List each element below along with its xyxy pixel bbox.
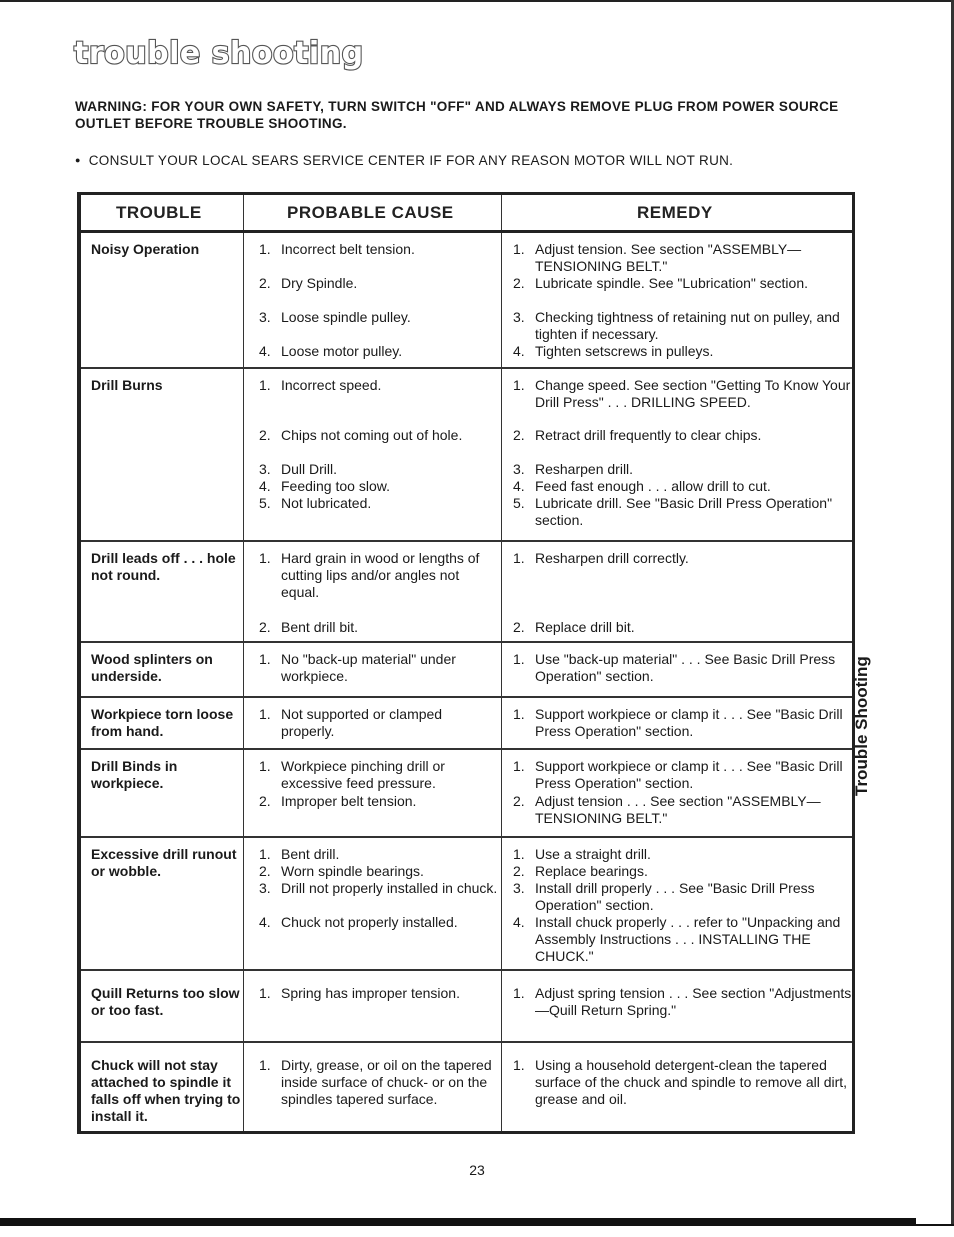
cause-item	[259, 495, 499, 512]
remedy-item	[513, 651, 853, 685]
remedy-item	[513, 550, 853, 567]
cause-item	[259, 478, 499, 495]
item-number: 2.	[513, 793, 525, 809]
item-number: 2.	[259, 793, 271, 809]
consult-text: CONSULT YOUR LOCAL SEARS SERVICE CENTER IF FOR ANY REASON MOTOR WILL NOT RUN.	[88, 153, 734, 168]
item-number: 4.	[259, 343, 271, 359]
cause-item	[259, 309, 499, 326]
item-text: Dull Drill.	[281, 461, 337, 477]
item-text: Hard grain in wood or lengths of cutting lips and/or angles not equal.	[281, 550, 480, 600]
item-text: Checking tightness of retaining nut on pulley, and tighten if necessary.	[535, 309, 840, 342]
item-number: 1.	[259, 241, 271, 257]
item-number: 4.	[259, 478, 271, 494]
item-text: Adjust spring tension . . . See section "Adjustments—Quill Return Spring."	[535, 985, 852, 1018]
bullet-icon: ●	[75, 155, 81, 165]
item-number: 3.	[259, 880, 271, 896]
item-number: 2.	[513, 863, 525, 879]
item-text: Incorrect belt tension.	[281, 241, 415, 257]
item-text: Install chuck properly . . . refer to "Unpacking and Assembly Instructions . . . INSTALLING THE CHUCK."	[535, 914, 841, 964]
item-text: Dirty, grease, or oil on the tapered inside surface of chuck- or on the spindles tapered surface.	[281, 1057, 492, 1107]
item-text: Incorrect speed.	[281, 377, 382, 393]
trouble-cell: Wood splinters on underside.	[91, 651, 213, 684]
item-number: 3.	[513, 880, 525, 896]
cause-item	[259, 275, 499, 292]
item-text: Chips not coming out of hole.	[281, 427, 463, 443]
remedy-item	[513, 427, 853, 444]
remedy-item	[513, 619, 853, 636]
trouble-cell: Drill Binds in workpiece.	[91, 758, 178, 791]
item-text: Worn spindle bearings.	[281, 863, 424, 879]
item-number: 1.	[259, 985, 271, 1001]
item-text: Use a straight drill.	[535, 846, 651, 862]
remedy-item	[513, 758, 853, 792]
item-text: Drill not properly installed in chuck.	[281, 880, 498, 896]
item-text: Chuck not properly installed.	[281, 914, 458, 930]
consult-note	[75, 153, 855, 168]
remedy-item	[513, 343, 853, 360]
trouble-cell: Noisy Operation	[91, 241, 200, 257]
cause-item	[259, 914, 499, 931]
trouble-cell: Quill Returns too slow or too fast.	[91, 985, 240, 1018]
remedy-item	[513, 706, 853, 740]
cause-item	[259, 706, 499, 740]
remedy-item	[513, 985, 853, 1019]
remedy-item	[513, 495, 853, 529]
item-number: 5.	[513, 495, 525, 511]
cause-item	[259, 1057, 499, 1108]
item-text: Feeding too slow.	[281, 478, 390, 494]
item-text: Adjust tension . . . See section "ASSEMBLY—TENSIONING BELT."	[535, 793, 821, 826]
page-border-bottom-edge	[916, 1224, 954, 1226]
item-number: 4.	[513, 478, 525, 494]
item-text: Adjust tension. See section "ASSEMBLY—TENSIONING BELT."	[535, 241, 802, 274]
item-number: 1.	[513, 758, 525, 774]
item-number: 4.	[513, 343, 525, 359]
table-header-row	[81, 195, 852, 233]
item-text: Dry Spindle.	[281, 275, 358, 291]
item-number: 2.	[513, 427, 525, 443]
item-number: 1.	[259, 1057, 271, 1073]
table-row	[81, 971, 852, 1043]
cause-item	[259, 793, 499, 810]
item-number: 2.	[259, 427, 271, 443]
item-text: Using a household detergent-clean the tapered surface of the chuck and spindle to remove all dirt, grease and oil.	[535, 1057, 848, 1107]
item-text: Replace bearings.	[535, 863, 648, 879]
cause-item	[259, 461, 499, 478]
trouble-cell: Chuck will not stay attached to spindle it falls off when trying to install it.	[91, 1057, 241, 1124]
cause-item	[259, 343, 499, 360]
item-text: Bent drill.	[281, 846, 340, 862]
table-row	[81, 1043, 852, 1133]
table-row	[81, 838, 852, 971]
item-number: 1.	[513, 706, 525, 722]
section-tab: Trouble Shooting	[852, 656, 871, 796]
item-text: Resharpen drill.	[535, 461, 634, 477]
item-text: Retract drill frequently to clear chips.	[535, 427, 762, 443]
item-number: 1.	[513, 241, 525, 257]
item-text: Support workpiece or clamp it . . . See "Basic Drill Press Operation" section.	[535, 758, 843, 791]
remedy-item	[513, 377, 853, 411]
item-number: 4.	[513, 914, 525, 930]
item-text: Lubricate drill. See "Basic Drill Press Operation" section.	[535, 495, 833, 528]
table-row	[81, 750, 852, 838]
page-number: 23	[469, 1162, 485, 1178]
cause-item	[259, 377, 499, 394]
item-number: 2.	[259, 619, 271, 635]
remedy-item	[513, 880, 853, 914]
trouble-cell: Drill leads off . . . hole not round.	[91, 550, 236, 583]
item-number: 1.	[513, 377, 525, 393]
remedy-item	[513, 275, 853, 292]
item-number: 4.	[259, 914, 271, 930]
item-number: 1.	[513, 1057, 525, 1073]
table-row	[81, 698, 852, 750]
table-row	[81, 369, 852, 542]
item-number: 3.	[513, 309, 525, 325]
item-text: Not supported or clamped properly.	[281, 706, 443, 739]
remedy-item	[513, 478, 853, 495]
table-row	[81, 643, 852, 698]
table-row	[81, 542, 852, 643]
item-number: 2.	[259, 863, 271, 879]
item-number: 2.	[513, 275, 525, 291]
item-number: 1.	[513, 651, 525, 667]
item-text: Loose motor pulley.	[281, 343, 403, 359]
trouble-cell: Drill Burns	[91, 377, 163, 393]
item-number: 1.	[513, 550, 525, 566]
item-number: 3.	[259, 309, 271, 325]
item-number: 1.	[259, 651, 271, 667]
item-text: Feed fast enough . . . allow drill to cut.	[535, 478, 771, 494]
item-text: Install drill properly . . . See "Basic Drill Press Operation" section.	[535, 880, 815, 913]
cause-item	[259, 985, 499, 1002]
item-number: 3.	[513, 461, 525, 477]
item-number: 1.	[513, 985, 525, 1001]
item-number: 1.	[259, 846, 271, 862]
item-number: 5.	[259, 495, 271, 511]
header-trouble: TROUBLE	[116, 203, 202, 222]
remedy-item	[513, 914, 853, 965]
header-probable-cause: PROBABLE CAUSE	[287, 203, 454, 222]
remedy-item	[513, 461, 853, 478]
item-text: Workpiece pinching drill or excessive feed pressure.	[281, 758, 445, 791]
item-number: 1.	[259, 758, 271, 774]
item-text: Resharpen drill correctly.	[535, 550, 689, 566]
cause-item	[259, 758, 499, 792]
item-text: Not lubricated.	[281, 495, 372, 511]
cause-item	[259, 550, 499, 601]
remedy-item	[513, 846, 853, 863]
cause-item	[259, 880, 499, 897]
page-title: trouble shooting	[74, 36, 364, 71]
item-text: Tighten setscrews in pulleys.	[535, 343, 714, 359]
cause-item	[259, 427, 499, 444]
item-text: Loose spindle pulley.	[281, 309, 411, 325]
item-number: 1.	[513, 846, 525, 862]
remedy-item	[513, 793, 853, 827]
item-number: 2.	[259, 275, 271, 291]
item-number: 2.	[513, 619, 525, 635]
item-text: Lubricate spindle. See "Lubrication" section.	[535, 275, 808, 291]
cause-item	[259, 846, 499, 863]
remedy-item	[513, 241, 853, 275]
cause-item	[259, 651, 499, 685]
item-text: Replace drill bit.	[535, 619, 635, 635]
item-text: Bent drill bit.	[281, 619, 359, 635]
trouble-cell: Excessive drill runout or wobble.	[91, 846, 237, 879]
remedy-item	[513, 1057, 853, 1108]
remedy-item	[513, 309, 853, 343]
item-text: Improper belt tension.	[281, 793, 417, 809]
cause-item	[259, 241, 499, 258]
cause-item	[259, 619, 499, 636]
item-number: 1.	[259, 550, 271, 566]
safety-warning: WARNING: FOR YOUR OWN SAFETY, TURN SWITCH "OFF" AND ALWAYS REMOVE PLUG FROM POWER SOURCE OUTLET BEFORE TROUBLE SHOOTING.	[75, 99, 839, 131]
item-text: Change speed. See section "Getting To Know Your Drill Press" . . . DRILLING SPEED.	[535, 377, 851, 410]
header-remedy: REMEDY	[637, 203, 713, 222]
item-number: 1.	[259, 706, 271, 722]
item-number: 3.	[259, 461, 271, 477]
page-border-bottom	[0, 1218, 916, 1226]
trouble-shooting-table	[77, 192, 855, 1134]
item-text: Spring has improper tension.	[281, 985, 460, 1001]
item-number: 1.	[259, 377, 271, 393]
remedy-item	[513, 863, 853, 880]
page-border-top	[0, 0, 954, 2]
item-text: Use "back-up material" . . . See Basic Drill Press Operation" section.	[535, 651, 836, 684]
item-text: Support workpiece or clamp it . . . See "Basic Drill Press Operation" section.	[535, 706, 843, 739]
item-text: No "back-up material" under workpiece.	[281, 651, 456, 684]
trouble-cell: Workpiece torn loose from hand.	[91, 706, 234, 739]
table-row	[81, 233, 852, 369]
cause-item	[259, 863, 499, 880]
